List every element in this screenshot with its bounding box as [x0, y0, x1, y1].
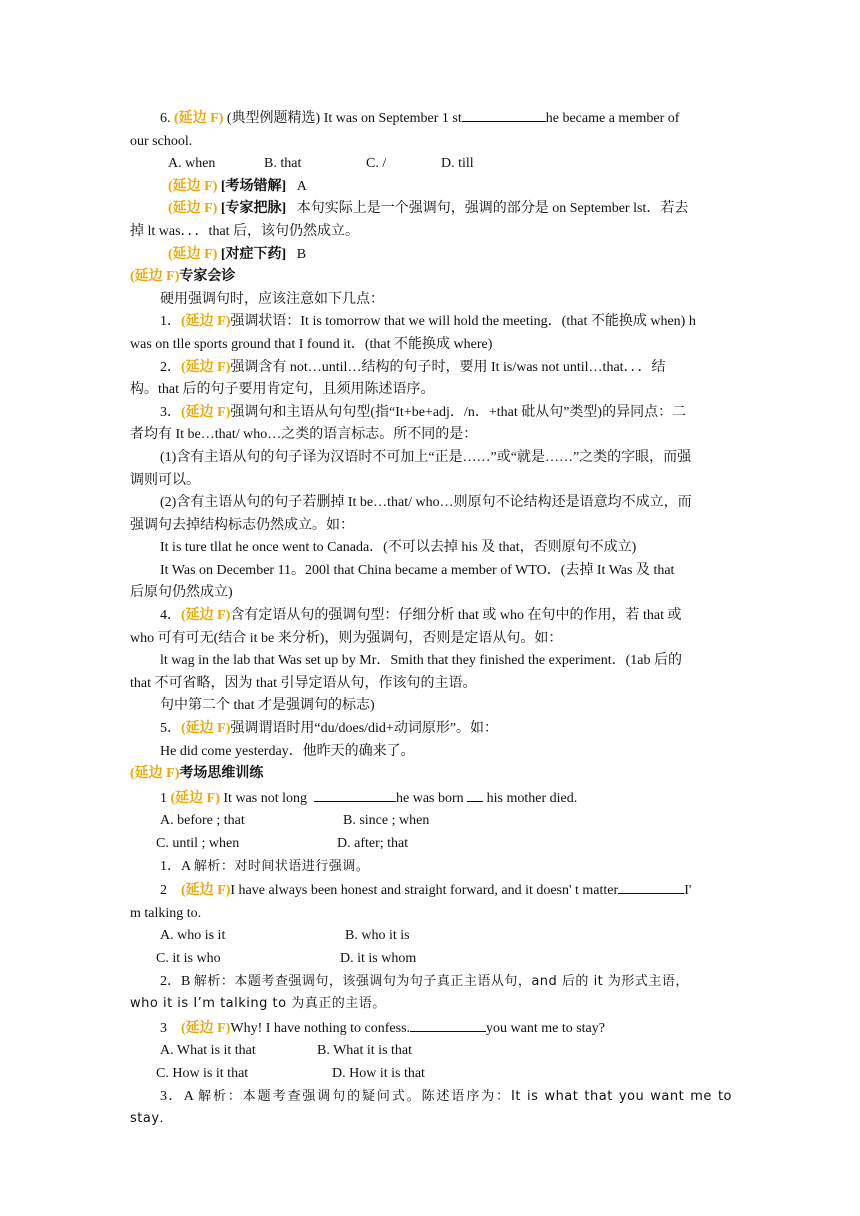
- point-number: 1．: [160, 314, 181, 330]
- text: 强调含有 not…until…结构的句子时，要用 It is/was not until…that．．．结: [230, 359, 666, 375]
- answer-key: 3．A: [160, 1088, 194, 1104]
- answer-key: 2．B: [160, 973, 191, 989]
- explanation-text: 解析：本题考查强调句的疑问式。陈述语序为：It is what that you want me to stay．: [130, 1088, 732, 1127]
- option: C. it is who: [156, 950, 221, 966]
- explanation-text: 解析：本题考查强调句，该强调句为句子真正主语从句，and 后的 it 为形式主语，: [193, 973, 689, 989]
- answer-explanation: [130, 1086, 732, 1131]
- document-page: [130, 106, 732, 1131]
- question-number: 6.: [160, 111, 171, 126]
- option: C. How is it that: [156, 1065, 249, 1081]
- question-options: [130, 1063, 732, 1086]
- text: 本句实际上是一个强调句，强调的部分是 on September lst．若去: [296, 201, 689, 217]
- training-question-3: [130, 1016, 732, 1041]
- value: A: [296, 178, 307, 194]
- answer-blank: [618, 878, 684, 894]
- point-3-sub2: (2)含有主语从句的句子若删掉 It be…that/ who…则原句不论结构还是语意均不成立，而: [160, 495, 692, 511]
- question-text: (典型例题精选) It was on September 1 st: [226, 111, 462, 126]
- option: B. What it is that: [317, 1043, 413, 1059]
- point-2: [130, 357, 732, 380]
- example-sentence-cont: that 不可省略，因为 that 引导定语从句，作该句的主语。: [130, 675, 477, 691]
- source-tag: (延边 F): [168, 178, 218, 194]
- point-number: 2．: [160, 359, 181, 375]
- option: C. /: [366, 156, 387, 172]
- question-text: you want me to stay?: [486, 1020, 605, 1036]
- question-text: It was not long: [223, 790, 307, 806]
- option: A. What is it that: [160, 1043, 256, 1059]
- explanation-text: 解析：对时间状语进行强调。: [193, 858, 370, 874]
- option: C. until ; when: [156, 836, 240, 851]
- example-sentence-cont: 后原句仍然成立): [130, 585, 233, 601]
- label: [对症下药]: [220, 246, 287, 262]
- question-6-continuation: our school.: [130, 133, 193, 149]
- text: 强调状语：It is tomorrow that we will hold the meeting．(that 不能换成 when) h: [230, 314, 696, 330]
- point-number: 5．: [160, 721, 181, 737]
- source-tag: (延边 F): [130, 766, 180, 782]
- question-options: [130, 948, 732, 971]
- example-sentence: It is ture tllat he once went to Canada．(不可以去掉 his 及 that，否则原句不成立): [160, 540, 637, 556]
- expert-analysis-cont: 掉 lt was．．．that 后，该句仍然成立。: [130, 223, 360, 239]
- source-tag: (延边 F): [174, 111, 224, 126]
- section-heading-training: [130, 763, 732, 786]
- example-sentence: lt wag in the lab that Was set up by Mr．Smith that they finished the experiment．(1ab 后的: [160, 653, 682, 669]
- point-3-sub1-cont: 调则可以。: [130, 472, 200, 488]
- source-tag: (延边 F): [168, 201, 218, 217]
- wrong-answer-line: [130, 176, 732, 199]
- answer-blank: [314, 786, 396, 802]
- training-question-2: [130, 878, 732, 903]
- question-text: he became a member of: [545, 111, 680, 126]
- text: 强调谓语时用“du/does/did+动词原形”。如：: [230, 721, 499, 737]
- value: B: [296, 246, 307, 262]
- option: B. who it is: [345, 928, 410, 944]
- point-3-cont: 者均有 It be…that/ who…之类的语言标志。所不同的是：: [130, 427, 478, 443]
- question-options: [130, 925, 732, 948]
- option: A. before ; that: [160, 813, 245, 829]
- question-options: [130, 833, 732, 856]
- source-tag: (延边 F): [181, 608, 231, 624]
- question-text: he was born: [396, 790, 464, 806]
- option: D. it is whom: [340, 950, 417, 966]
- example-sentence: It Was on December 11。200l that China became a member of WTO．(去掉 It Was 及 that: [160, 562, 675, 578]
- section-heading-consult: [130, 266, 732, 289]
- question-options: [130, 1040, 732, 1063]
- intro-text: 硬用强调句时，应该注意如下几点：: [160, 291, 384, 307]
- source-tag: (延边 F): [168, 246, 218, 262]
- text: 强调句和主语从句句型(指“It+be+adj．/n．+that 砒从句”类型)的异同点：二: [230, 404, 687, 420]
- point-4: [130, 605, 732, 628]
- source-tag: (延边 F): [181, 721, 231, 737]
- option: A. who is it: [160, 928, 226, 944]
- question-text: his mother died.: [486, 790, 578, 806]
- explanation-cont: who it is I’m talking to 为真正的主语。: [130, 996, 386, 1012]
- source-tag: (延边 F): [181, 883, 231, 899]
- label: [考场错解]: [220, 178, 287, 194]
- point-1-cont: was on tlle sports ground that I found it．(that 不能换成 where): [130, 336, 493, 352]
- answer-blank: [410, 1016, 486, 1032]
- question-number: 1: [160, 790, 167, 806]
- question-number: 3: [160, 1020, 167, 1036]
- example-sentence: He did come yesterday．他昨天的确来了。: [160, 743, 415, 759]
- question-text: Why! I have nothing to confess.: [230, 1020, 411, 1036]
- question-6: [130, 106, 732, 131]
- source-tag: (延边 F): [130, 269, 180, 285]
- point-5: [130, 718, 732, 741]
- question-number: 2: [160, 883, 167, 899]
- point-number: 3．: [160, 404, 181, 420]
- question-continuation: m talking to.: [130, 905, 202, 921]
- question-text: I': [684, 883, 692, 899]
- point-4-cont: who 可有可无(结合 it be 来分析)，则为强调句，否则是定语从句。如：: [130, 630, 563, 646]
- example-sentence-cont: 句中第二个 that 才是强调句的标志): [160, 698, 375, 714]
- source-tag: (延边 F): [181, 359, 231, 375]
- option: A. when: [168, 156, 216, 172]
- point-3-sub2-cont: 强调句去掉结构标志仍然成立。如：: [130, 517, 354, 533]
- point-3: [130, 402, 732, 425]
- option: D. How it is that: [332, 1065, 425, 1081]
- heading: 专家会诊: [179, 269, 236, 285]
- answer-explanation: [130, 856, 732, 879]
- source-tag: (延边 F): [170, 790, 220, 806]
- point-3-sub1: (1)含有主语从句的句子译为汉语时不可加上“正是……”或“就是……”之类的字眼，而强: [160, 449, 692, 465]
- point-1: [130, 311, 732, 334]
- label: [专家把脉]: [220, 201, 287, 217]
- heading: 考场思维训练: [179, 766, 264, 782]
- option: B. since ; when: [343, 813, 430, 829]
- answer-blank: [462, 106, 546, 122]
- option: D. after; that: [337, 836, 409, 851]
- correct-answer-line: [130, 244, 732, 267]
- point-2-cont: 构。that 后的句子要用肯定句，且须用陈述语序。: [130, 382, 435, 398]
- answer-blank: [467, 786, 483, 802]
- source-tag: (延边 F): [181, 1020, 231, 1036]
- question-6-options: [130, 153, 732, 176]
- question-text: I have always been honest and straight forward, and it doesn' t matter: [230, 883, 619, 899]
- option: D. till: [441, 156, 474, 172]
- answer-explanation: [130, 971, 732, 994]
- point-number: 4．: [160, 608, 181, 624]
- question-options: [130, 810, 732, 833]
- answer-key: 1．A: [160, 858, 191, 874]
- option: B. that: [264, 156, 302, 172]
- text: 含有定语从句的强调句型：仔细分析 that 或 who 在句中的作用，若 that 或: [230, 608, 682, 624]
- source-tag: (延边 F): [181, 314, 231, 330]
- source-tag: (延边 F): [181, 404, 231, 420]
- expert-analysis: [130, 198, 732, 221]
- training-question-1: [130, 786, 732, 811]
